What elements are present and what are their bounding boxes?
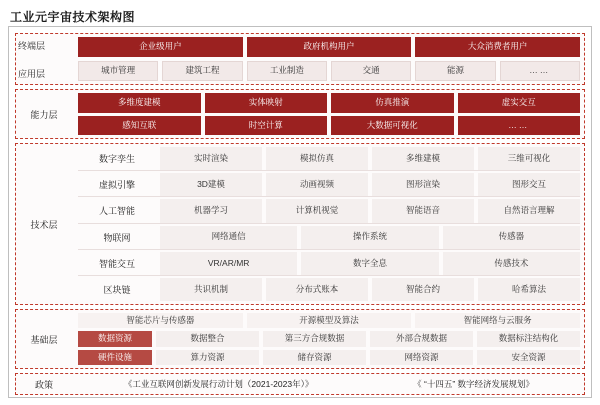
tech-network-communication[interactable]: 网络通信 [160, 226, 297, 249]
tech-smart-contract[interactable]: 智能合约 [372, 278, 474, 301]
group-infrastructure [15, 309, 585, 369]
app-city-management[interactable]: 城市管理 [78, 61, 158, 81]
infra-label-data-resources: 数据资源 [78, 331, 152, 346]
tech-operating-system[interactable]: 操作系统 [301, 226, 438, 249]
tech-realtime-rendering[interactable]: 实时渲染 [160, 147, 262, 170]
tech-label-intelligent-interaction: 智能交互 [98, 258, 135, 269]
tech-digital-hologram[interactable]: 数字全息 [301, 252, 438, 275]
tech-3d-modeling[interactable]: 3D建模 [160, 173, 262, 196]
tech-sensor[interactable]: 传感器 [443, 226, 580, 249]
cap-virtual-real-interaction[interactable]: 虚实交互 [458, 93, 581, 113]
tech-graphics-rendering[interactable]: 图形渲染 [372, 173, 474, 196]
infra-security-resource[interactable]: 安全资源 [477, 350, 580, 365]
app-manufacturing[interactable]: 工业制造 [247, 61, 327, 81]
tech-label-blockchain: 区块链 [103, 284, 131, 295]
tech-animation-video[interactable]: 动画视频 [266, 173, 368, 196]
infra-smart-chip-sensor[interactable]: 智能芯片与传感器 [78, 313, 243, 328]
tech-computer-vision[interactable]: 计算机视觉 [266, 199, 368, 222]
capability-row-1 [78, 93, 580, 113]
tech-row-digital-twin [78, 147, 580, 171]
infra-data-annotation[interactable]: 数据标注结构化 [477, 331, 580, 346]
terminal-enterprise-user[interactable]: 企业级用户 [78, 37, 243, 57]
infra-label-hardware: 硬件设施 [78, 350, 152, 365]
policy-item-14th-five-year-plan[interactable]: 《 “十四五” 数字经济发展规划》 [413, 379, 535, 389]
infra-row-base [78, 313, 580, 328]
tech-label-iot: 物联网 [103, 232, 131, 243]
app-more: …… [500, 61, 580, 81]
cap-perception-connection[interactable]: 感知互联 [78, 116, 201, 136]
cap-more: …… [458, 116, 581, 136]
row-terminal-layer [18, 37, 580, 57]
group-tech [15, 143, 585, 305]
cap-multidim-modeling[interactable]: 多维度建模 [78, 93, 201, 113]
tech-label-virtual-engine: 虚拟引擎 [98, 180, 135, 191]
row-label-terminal: 终端层 [18, 40, 46, 51]
tech-multidim-modeling[interactable]: 多维建模 [372, 147, 474, 170]
tech-row-intelligent-interaction [78, 252, 580, 276]
group-label-policy: 政策 [34, 379, 53, 390]
tech-hash-algorithm[interactable]: 哈希算法 [478, 278, 580, 301]
group-policy [15, 373, 585, 395]
app-energy[interactable]: 能源 [415, 61, 495, 81]
infra-row-data-resources [78, 331, 580, 346]
app-construction[interactable]: 建筑工程 [162, 61, 242, 81]
tech-sensing-technology[interactable]: 传感技术 [443, 252, 580, 275]
policy-item-industrial-internet-plan[interactable]: 《工业互联网创新发展行动计划（2021-2023年）》 [123, 379, 314, 389]
terminal-gov-user[interactable]: 政府机构用户 [247, 37, 412, 57]
app-transportation[interactable]: 交通 [331, 61, 411, 81]
infra-network-resource[interactable]: 网络资源 [370, 350, 473, 365]
tech-graphics-interaction[interactable]: 图形交互 [478, 173, 580, 196]
group-label-infrastructure: 基础层 [30, 334, 58, 345]
tech-machine-learning[interactable]: 机器学习 [160, 199, 262, 222]
infra-data-integration[interactable]: 数据整合 [156, 331, 259, 346]
infra-smart-network-cloud[interactable]: 智能网络与云服务 [415, 313, 580, 328]
group-top [15, 33, 585, 85]
tech-row-virtual-engine [78, 173, 580, 197]
infra-storage-resource[interactable]: 储存资源 [263, 350, 366, 365]
infra-row-hardware [78, 350, 580, 365]
row-label-application: 应用层 [18, 68, 46, 79]
tech-row-iot [78, 226, 580, 250]
group-capability [15, 89, 585, 139]
page-title: 工业元宇宙技术架构图 [10, 10, 136, 24]
tech-intelligent-speech[interactable]: 智能语音 [372, 199, 474, 222]
tech-row-ai [78, 199, 580, 223]
group-label-capability: 能力层 [30, 109, 58, 120]
tech-nlp[interactable]: 自然语言理解 [478, 199, 580, 222]
infra-open-source-model[interactable]: 开源模型及算法 [247, 313, 412, 328]
infra-external-data[interactable]: 外部合规数据 [370, 331, 473, 346]
tech-label-ai: 人工智能 [98, 206, 135, 217]
tech-label-digital-twin: 数字孪生 [98, 154, 135, 165]
group-label-tech: 技术层 [30, 219, 58, 230]
infra-compute-resource[interactable]: 算力资源 [156, 350, 259, 365]
cap-bigdata-visualization[interactable]: 大数据可视化 [331, 116, 454, 136]
cap-spatiotemporal-computing[interactable]: 时空计算 [205, 116, 328, 136]
row-application-layer [18, 61, 580, 81]
tech-3d-visualization[interactable]: 三维可视化 [478, 147, 580, 170]
tech-row-blockchain [78, 278, 580, 301]
cap-simulation-deduction[interactable]: 仿真推演 [331, 93, 454, 113]
infra-third-party-data[interactable]: 第三方合规数据 [263, 331, 366, 346]
tech-vr-ar-mr[interactable]: VR/AR/MR [160, 252, 297, 275]
tech-simulation[interactable]: 模拟仿真 [266, 147, 368, 170]
capability-row-2 [78, 116, 580, 136]
cap-entity-mapping[interactable]: 实体映射 [205, 93, 328, 113]
tech-consensus-mechanism[interactable]: 共识机制 [160, 278, 262, 301]
tech-distributed-ledger[interactable]: 分布式账本 [266, 278, 368, 301]
diagram-frame [8, 26, 592, 398]
terminal-consumer-user[interactable]: 大众消费者用户 [415, 37, 580, 57]
